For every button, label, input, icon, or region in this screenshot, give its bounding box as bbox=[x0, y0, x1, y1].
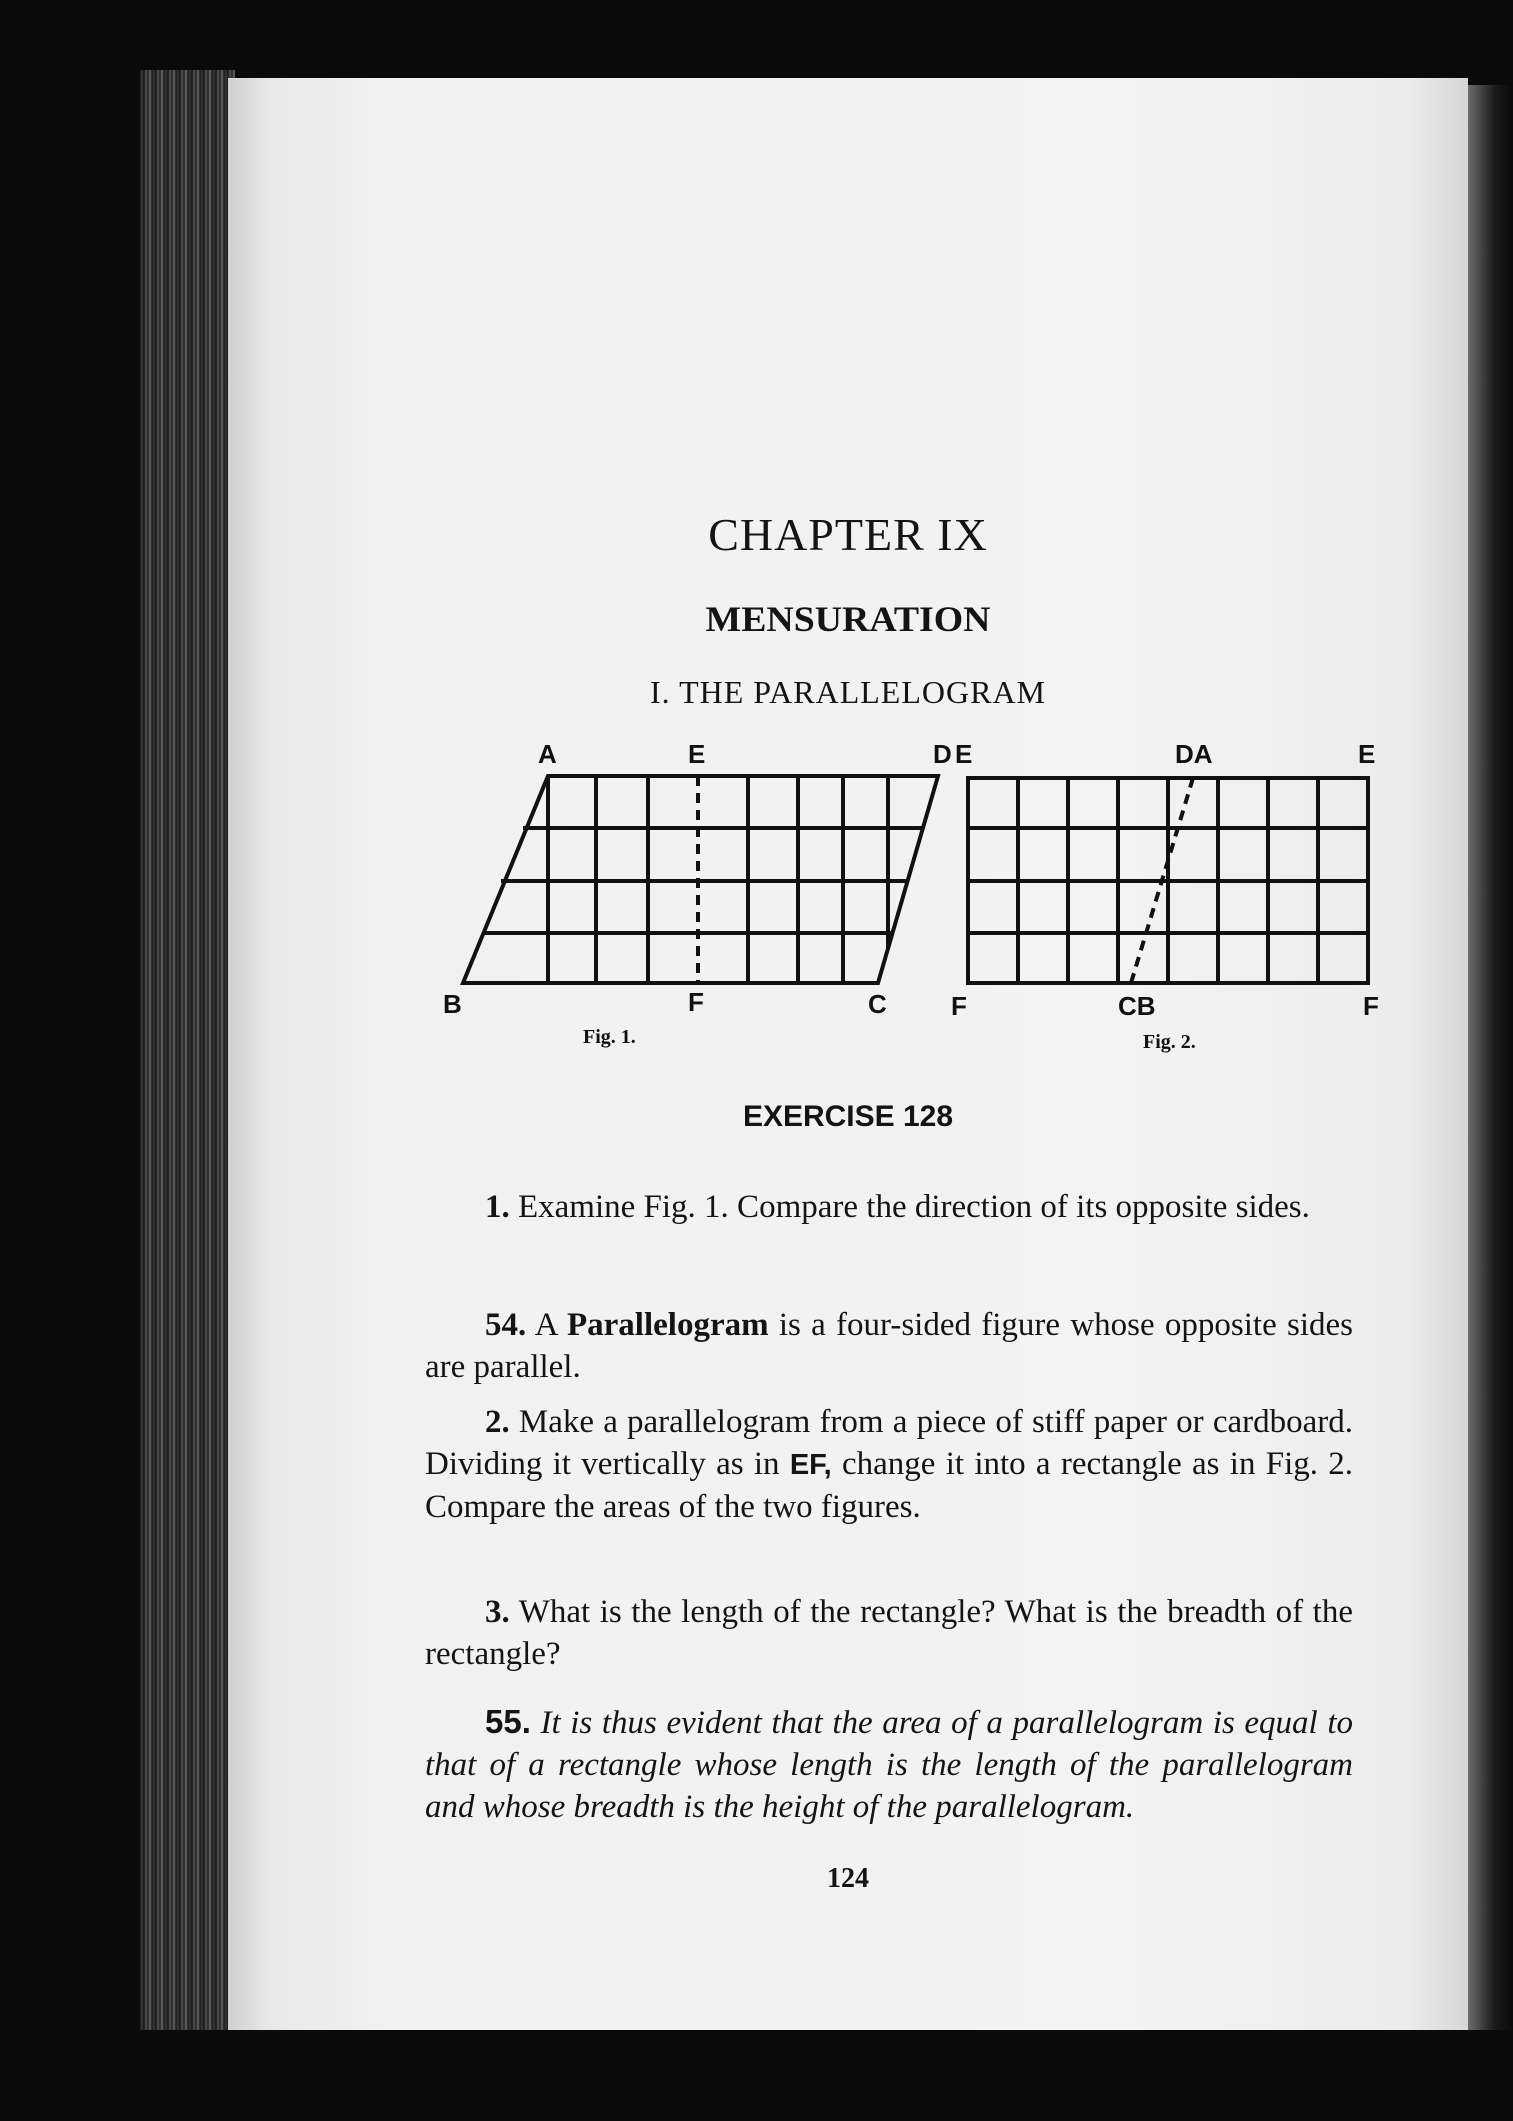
book-binding bbox=[140, 70, 235, 2030]
figures bbox=[413, 733, 1388, 1068]
fig2-label-top-left: E bbox=[955, 739, 973, 769]
fig1-label-a: A bbox=[538, 739, 557, 769]
item-text: It is thus evident that the area of a parallelogram is equal to that of a rectangle whose length is the length of the parallelogram and whose breadth is the height of the parallelogram. bbox=[425, 1705, 1353, 1825]
fig1-label-b: B bbox=[443, 989, 462, 1019]
exercise-heading: EXERCISE 128 bbox=[742, 1100, 954, 1133]
fig2-label-top-right: E bbox=[1358, 739, 1376, 769]
item-text: is a four-sided figure whose opposite sides are parallel. bbox=[425, 1307, 1353, 1385]
parallelogram-figures bbox=[413, 733, 1388, 1068]
item-number: 54. bbox=[485, 1307, 527, 1343]
item-text: Examine Fig. 1. Compare the direction of its opposite sides. bbox=[518, 1189, 1310, 1225]
item-text: change it into a rectangle as in Fig. 2. Compare the areas of the two figures. bbox=[425, 1446, 1354, 1525]
section-title: MENSURATION bbox=[705, 599, 991, 639]
exercise-item-1 bbox=[425, 1186, 1353, 1228]
fig1-label-e: E bbox=[688, 739, 706, 769]
item-number: 2. bbox=[485, 1404, 510, 1440]
page-number: 124 bbox=[827, 1863, 869, 1894]
item-text: Make a parallelogram from a piece of stiff paper or cardboard. Dividing it vertically as in bbox=[425, 1404, 1354, 1482]
chapter-heading: CHAPTER IX bbox=[708, 509, 988, 560]
fig1-label-f: F bbox=[688, 987, 704, 1017]
fig2-label-top-mid: DA bbox=[1175, 739, 1213, 769]
fig2-label-bottom-left: F bbox=[951, 991, 967, 1021]
segment-reference: EF, bbox=[789, 1449, 832, 1481]
subsection-title: I. THE PARALLELOGRAM bbox=[649, 674, 1046, 710]
page-edge-shadow bbox=[1468, 85, 1513, 2030]
fig1-caption: Fig. 1. bbox=[583, 1026, 636, 1048]
item-number: 1. bbox=[485, 1189, 510, 1225]
rule-55 bbox=[425, 1701, 1353, 1828]
book-page bbox=[228, 78, 1468, 2030]
item-number: 55. bbox=[485, 1703, 531, 1740]
fig1-label-c: C bbox=[868, 989, 887, 1019]
item-text: A bbox=[534, 1307, 557, 1343]
exercise-item-3 bbox=[425, 1591, 1353, 1675]
fig2-label-bottom-right: F bbox=[1363, 991, 1379, 1021]
item-number: 3. bbox=[485, 1594, 510, 1630]
exercise-item-2 bbox=[425, 1401, 1353, 1528]
fig1-label-d: D bbox=[933, 739, 952, 769]
fig2-label-bottom-mid: CB bbox=[1118, 991, 1156, 1021]
fig2-caption: Fig. 2. bbox=[1143, 1031, 1196, 1053]
definition-54 bbox=[425, 1304, 1353, 1388]
item-text: What is the length of the rectangle? What is the breadth of the rectangle? bbox=[425, 1594, 1353, 1672]
defined-term: Parallelogram bbox=[566, 1307, 769, 1343]
